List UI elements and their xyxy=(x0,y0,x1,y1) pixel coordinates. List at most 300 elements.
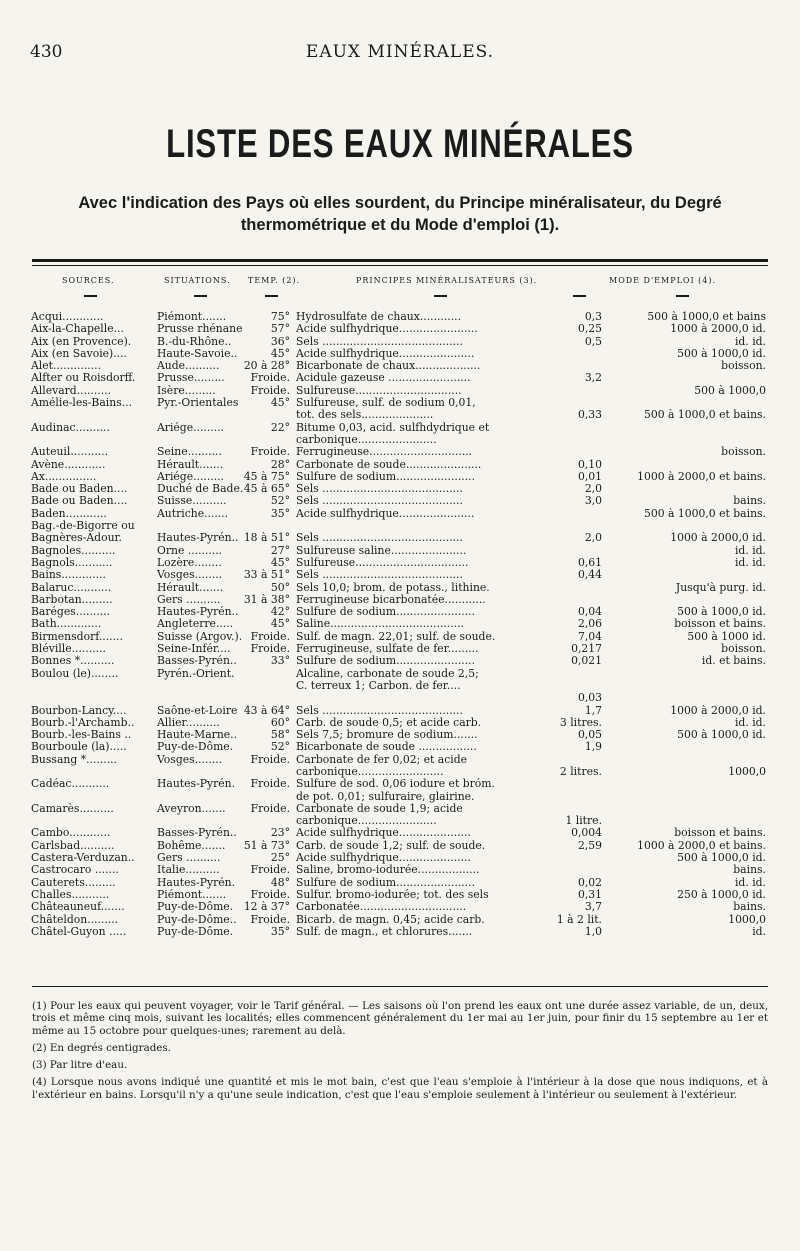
cell-mode: 500 à 1000,0 id. xyxy=(677,729,766,742)
column-headers xyxy=(0,276,800,292)
header-temp: TEMP. (2). xyxy=(248,276,301,285)
cell-temperature: 45° xyxy=(270,347,290,360)
cell-temperature: 22° xyxy=(270,421,290,434)
cell-temperature: 35° xyxy=(270,507,290,520)
cell-principle: Sulfure de sodium....................... xyxy=(296,655,476,668)
cell-source: Bagnoles.......... xyxy=(31,544,116,557)
cell-temperature: Froide. xyxy=(250,372,290,385)
cell-quantity: 7,04 xyxy=(577,630,602,643)
cell-mode: 500 à 1000,0 id. xyxy=(677,852,766,865)
cell-quantity: 0,33 xyxy=(577,409,602,422)
cell-temperature: 25° xyxy=(270,852,290,865)
cell-temperature: Froide. xyxy=(250,778,290,791)
cell-mode: 500 à 1000,0 et bains. xyxy=(643,409,766,422)
cell-principle: Carbonate de soude...................... xyxy=(296,458,482,471)
cell-temperature: 48° xyxy=(270,876,290,889)
cell-principle: Saline....................................... xyxy=(296,618,464,631)
cell-principle: de pot. 0,01; sulfuraire, glairine. xyxy=(296,790,475,803)
table-row xyxy=(0,483,800,495)
cell-temperature: 20 à 28° xyxy=(243,360,290,373)
cell-quantity: 2,59 xyxy=(577,839,602,852)
cell-source: Bains............. xyxy=(31,569,106,582)
cell-situation: Pyrén.-Orient. xyxy=(157,667,235,680)
cell-quantity: 0,3 xyxy=(584,311,602,323)
cell-situation: Hautes-Pyrén.. xyxy=(157,606,239,619)
cell-situation: Hautes-Pyrén. xyxy=(157,876,236,889)
cell-source: Bath............. xyxy=(31,618,102,631)
cell-situation: Saône-et-Loire xyxy=(157,704,238,717)
bottom-rule xyxy=(32,986,768,987)
table-row xyxy=(0,557,800,569)
cell-mode: boisson. xyxy=(721,360,766,373)
cell-principle: carbonique....................... xyxy=(296,433,437,446)
cell-situation: Aude.......... xyxy=(157,360,220,373)
dash-mode xyxy=(676,295,689,297)
cell-situation: Haute-Savoie.. xyxy=(157,347,238,360)
cell-mode: id. et bains. xyxy=(701,655,766,668)
cell-temperature: Froide. xyxy=(250,630,290,643)
cell-temperature: Froide. xyxy=(250,802,290,815)
cell-mode: 250 à 1000,0 id. xyxy=(677,888,766,901)
cell-quantity: 2,0 xyxy=(584,532,602,545)
cell-quantity: 0,03 xyxy=(577,692,602,705)
table-row xyxy=(0,766,800,778)
cell-source: Cauterets......... xyxy=(31,876,116,889)
cell-situation: Aveyron....... xyxy=(157,802,226,815)
cell-principle: Sulfure de sodium....................... xyxy=(296,470,476,483)
table-row xyxy=(0,323,800,335)
cell-source: Bourb.-l'Archamb.. xyxy=(31,716,135,729)
cell-source: Bag.-de-Bigorre ou xyxy=(31,520,135,533)
cell-mode: 1000 à 2000,0 et bains. xyxy=(637,470,766,483)
cell-source: Bourb.-les-Bains .. xyxy=(31,729,132,742)
cell-quantity: 0,05 xyxy=(577,729,602,742)
cell-temperature: 60° xyxy=(270,716,290,729)
cell-situation: Gers .......... xyxy=(157,852,221,865)
table-row xyxy=(0,741,800,753)
cell-mode: 500 à 1000,0 id. xyxy=(677,606,766,619)
cell-mode: id. id. xyxy=(734,335,766,348)
cell-principle: Carb. de soude 1,2; sulf. de soude. xyxy=(296,839,486,852)
cell-source: Barbotan......... xyxy=(31,593,113,606)
cell-principle: Sulfureuse saline...................... xyxy=(296,544,467,557)
cell-principle: Carbonate de fer 0,02; et acide xyxy=(296,753,468,766)
table-row xyxy=(0,827,800,839)
cell-mode: 500 à 1000 id. xyxy=(687,630,766,643)
header-situations: SITUATIONS. xyxy=(164,276,231,285)
cell-situation: Puy-de-Dôme.. xyxy=(157,913,237,926)
cell-temperature: 31 à 38° xyxy=(243,593,290,606)
cell-temperature: Froide. xyxy=(250,913,290,926)
cell-temperature: 42° xyxy=(270,606,290,619)
cell-quantity: 1,9 xyxy=(584,741,602,754)
cell-situation: Vosges........ xyxy=(157,753,223,766)
cell-principle: Bicarbonate de chaux................... xyxy=(296,360,481,373)
cell-mode: 1000 à 2000,0 et bains. xyxy=(637,839,766,852)
cell-quantity: 3 litres. xyxy=(559,716,602,729)
cell-mode: 1000,0 xyxy=(728,765,766,778)
cell-quantity: 3,7 xyxy=(584,901,602,914)
cell-quantity: 1,0 xyxy=(584,925,602,938)
cell-temperature: 50° xyxy=(270,581,290,594)
cell-situation: B.-du-Rhône.. xyxy=(157,335,232,348)
table-row xyxy=(0,520,800,532)
cell-principle: Sels ......................................... xyxy=(296,335,463,348)
table-row xyxy=(0,840,800,852)
table-row xyxy=(0,348,800,360)
cell-principle: Sulf. de magn., et chlorures....... xyxy=(296,925,473,938)
cell-source: Castrocaro ....... xyxy=(31,864,119,877)
cell-principle: Acide sulfhydrique..................... xyxy=(296,852,471,865)
cell-principle: Sels 10,0; brom. de potass., lithine. xyxy=(296,581,490,594)
cell-source: Amélie-les-Bains... xyxy=(31,397,133,410)
cell-situation: Piémont....... xyxy=(157,888,227,901)
cell-mode: 1000,0 xyxy=(728,913,766,926)
cell-temperature: 45 à 75° xyxy=(243,470,290,483)
cell-quantity: 1,7 xyxy=(584,704,602,717)
cell-temperature: 45° xyxy=(270,397,290,410)
cell-principle: Sels 7,5; bromure de sodium....... xyxy=(296,729,478,742)
dash-sources xyxy=(84,295,97,297)
table-row xyxy=(0,778,800,790)
cell-mode: 1000 à 2000,0 id. xyxy=(670,704,766,717)
cell-principle: Acidule gazeuse ........................ xyxy=(296,372,471,385)
table-row xyxy=(0,409,800,421)
cell-source: Aix (en Provence). xyxy=(31,335,132,348)
cell-source: Cambo............ xyxy=(31,827,111,840)
cell-quantity: 0,02 xyxy=(577,876,602,889)
top-rule-thin xyxy=(32,265,768,266)
cell-situation: Orne .......... xyxy=(157,544,223,557)
cell-temperature: 45 à 65° xyxy=(243,483,290,496)
header-mode: MODE D'EMPLOI (4). xyxy=(609,276,717,285)
cell-situation: Seine-Infér.... xyxy=(157,643,231,656)
table-row xyxy=(0,803,800,815)
cell-principle: Carbonatée............................... xyxy=(296,901,467,914)
dash-quantity xyxy=(573,295,586,297)
cell-mode: 500 à 1000,0 id. xyxy=(677,347,766,360)
cell-situation: Italie.......... xyxy=(157,864,220,877)
cell-source: Cadéac........... xyxy=(31,778,110,791)
cell-principle: Ferrugineuse, sulfate de fer......... xyxy=(296,643,479,656)
cell-principle: Sels ......................................... xyxy=(296,569,463,582)
cell-quantity: 0,217 xyxy=(571,643,602,656)
cell-temperature: Froide. xyxy=(250,888,290,901)
table-row xyxy=(0,852,800,864)
cell-principle: C. terreux 1; Carbon. de fer.... xyxy=(296,679,461,692)
cell-quantity: 2,0 xyxy=(584,483,602,496)
header-principes: PRINCIPES MINÉRALISATEURS (3). xyxy=(356,276,538,285)
cell-quantity: 0,5 xyxy=(584,335,602,348)
table-row xyxy=(0,471,800,483)
cell-situation: Prusse rhénane xyxy=(157,323,243,336)
cell-mode: id. id. xyxy=(734,716,766,729)
cell-quantity: 0,04 xyxy=(577,606,602,619)
cell-quantity: 0,44 xyxy=(577,569,602,582)
cell-situation: Piémont....... xyxy=(157,311,227,323)
cell-source: Challes........... xyxy=(31,888,110,901)
cell-situation: Hérault....... xyxy=(157,458,224,471)
table-row xyxy=(0,754,800,766)
cell-principle: Sulfureuse................................. xyxy=(296,556,469,569)
table-row xyxy=(0,791,800,803)
cell-situation: Puy-de-Dôme. xyxy=(157,925,234,938)
cell-quantity: 1 litre. xyxy=(565,815,602,828)
cell-mode: bains. xyxy=(733,901,766,914)
table-row xyxy=(0,495,800,507)
cell-situation: Bohême....... xyxy=(157,839,226,852)
cell-source: Bagnols........... xyxy=(31,556,113,569)
cell-mode: bains. xyxy=(733,495,766,508)
cell-source: Ax............... xyxy=(31,470,97,483)
cell-principle: tot. des sels..................... xyxy=(296,409,434,422)
cell-principle: Sels ......................................... xyxy=(296,704,463,717)
cell-temperature: 51 à 73° xyxy=(243,839,290,852)
cell-situation: Pyr.-Orientales xyxy=(157,397,239,410)
cell-source: Castera-Verduzan.. xyxy=(31,852,135,865)
cell-source: Bléville.......... xyxy=(31,643,106,656)
cell-temperature: 18 à 51° xyxy=(243,532,290,545)
footnote-2: (2) En degrés centigrades. xyxy=(32,1041,171,1054)
cell-quantity: 0,31 xyxy=(577,888,602,901)
cell-source: Aix-la-Chapelle... xyxy=(31,323,124,336)
cell-situation: Lozère........ xyxy=(157,556,222,569)
cell-situation: Duché de Bade. xyxy=(157,483,244,496)
cell-temperature: 33° xyxy=(270,655,290,668)
cell-principle: Acide sulfhydrique...................... xyxy=(296,347,475,360)
cell-principle: Sulfure de sodium....................... xyxy=(296,876,476,889)
table-row xyxy=(0,311,800,323)
cell-temperature: 45° xyxy=(270,556,290,569)
cell-mode: 500 à 1000,0 xyxy=(694,384,766,397)
cell-temperature: 52° xyxy=(270,495,290,508)
cell-quantity: 0,021 xyxy=(571,655,602,668)
cell-mode: boisson. xyxy=(721,446,766,459)
cell-quantity: 0,10 xyxy=(577,458,602,471)
cell-temperature: 23° xyxy=(270,827,290,840)
cell-situation: Gers .......... xyxy=(157,593,221,606)
cell-mode: boisson et bains. xyxy=(674,827,766,840)
table-row xyxy=(0,643,800,655)
cell-source: Bourboule (la)..... xyxy=(31,741,127,754)
table-row xyxy=(0,336,800,348)
table-row xyxy=(0,606,800,618)
cell-source: Baden............ xyxy=(31,507,107,520)
cell-mode: bains. xyxy=(733,864,766,877)
table-row xyxy=(0,569,800,581)
table-row xyxy=(0,655,800,667)
cell-situation: Angleterre..... xyxy=(157,618,234,631)
cell-situation: Allier.......... xyxy=(157,716,220,729)
cell-situation: Hérault....... xyxy=(157,581,224,594)
table-row xyxy=(0,901,800,913)
cell-temperature: 75° xyxy=(270,311,290,323)
cell-source: Bussang *......... xyxy=(31,753,117,766)
cell-principle: Sulfur. bromo-iodurée; tot. des sels xyxy=(296,888,489,901)
dash-situations xyxy=(194,295,207,297)
table-row xyxy=(0,889,800,901)
table-row xyxy=(0,926,800,938)
cell-situation: Prusse......... xyxy=(157,372,225,385)
cell-mode: Jusqu'à purg. id. xyxy=(675,581,766,594)
page-title: LISTE DES EAUX MINÉRALES xyxy=(166,122,634,166)
cell-principle: Sulfure de sodium....................... xyxy=(296,606,476,619)
cell-source: Baréges.......... xyxy=(31,606,111,619)
cell-principle: Ferrugineuse bicarbonatée............ xyxy=(296,593,486,606)
cell-temperature: 28° xyxy=(270,458,290,471)
cell-source: Audinac.......... xyxy=(31,421,110,434)
cell-mode: id. id. xyxy=(734,876,766,889)
cell-situation: Hautes-Pyrén. xyxy=(157,778,236,791)
cell-principle: Carbonate de soude 1,9; acide xyxy=(296,802,463,815)
table-row xyxy=(0,582,800,594)
cell-source: Carlsbad.......... xyxy=(31,839,115,852)
cell-situation: Puy-de-Dôme. xyxy=(157,901,234,914)
mineral-waters-table xyxy=(0,311,800,938)
cell-temperature: Froide. xyxy=(250,384,290,397)
cell-mode: 500 à 1000,0 et bains xyxy=(647,311,766,323)
cell-principle: carbonique......................... xyxy=(296,765,444,778)
cell-temperature: 27° xyxy=(270,544,290,557)
cell-source: Châtel-Guyon ..... xyxy=(31,925,127,938)
cell-mode: id. id. xyxy=(734,544,766,557)
cell-source: Avène............ xyxy=(31,458,106,471)
cell-temperature: Froide. xyxy=(250,753,290,766)
table-row xyxy=(0,594,800,606)
cell-mode: 1000 à 2000,0 id. xyxy=(670,532,766,545)
footnote-3: (3) Par litre d'eau. xyxy=(32,1059,128,1072)
cell-principle: Sulfureuse, sulf. de sodium 0,01, xyxy=(296,397,476,410)
top-rule-thick xyxy=(32,259,768,262)
cell-temperature: 33 à 51° xyxy=(243,569,290,582)
cell-source: Auteuil........... xyxy=(31,446,109,459)
table-row xyxy=(0,434,800,446)
cell-source: Balaruc........... xyxy=(31,581,112,594)
cell-mode: boisson. xyxy=(721,643,766,656)
cell-temperature: Froide. xyxy=(250,643,290,656)
footnotes xyxy=(32,1000,768,1106)
table-row xyxy=(0,508,800,520)
table-row xyxy=(0,631,800,643)
cell-quantity: 3,0 xyxy=(584,495,602,508)
cell-principle: Hydrosulfate de chaux............ xyxy=(296,311,462,323)
cell-source: Birmensdorf....... xyxy=(31,630,123,643)
cell-principle: Sulfureuse............................... xyxy=(296,384,462,397)
cell-situation: Ariége......... xyxy=(157,470,224,483)
cell-quantity: 2 litres. xyxy=(559,765,602,778)
cell-principle: Bitume 0,03, acid. sulfhdydrique et xyxy=(296,421,490,434)
cell-situation: Seine.......... xyxy=(157,446,222,459)
cell-principle: Sulfure de sod. 0,06 iodure et bróm. xyxy=(296,778,495,791)
cell-temperature: Froide. xyxy=(250,864,290,877)
table-row xyxy=(0,705,800,717)
cell-quantity: 3,2 xyxy=(584,372,602,385)
cell-temperature: 58° xyxy=(270,729,290,742)
table-row xyxy=(0,864,800,876)
page-number: 430 xyxy=(30,42,63,62)
cell-quantity: 1 à 2 lit. xyxy=(556,913,602,926)
cell-principle: Acide sulfhydrique...................... xyxy=(296,507,475,520)
cell-principle: Acide sulfhydrique....................... xyxy=(296,323,478,336)
table-row xyxy=(0,618,800,630)
table-row xyxy=(0,668,800,680)
table-row xyxy=(0,446,800,458)
cell-principle: Bicarbonate de soude ................. xyxy=(296,741,477,754)
cell-source: Châteauneuf....... xyxy=(31,901,125,914)
cell-situation: Basses-Pyrén.. xyxy=(157,655,237,668)
table-row xyxy=(0,422,800,434)
table-row xyxy=(0,372,800,384)
cell-source: Alet.............. xyxy=(31,360,102,373)
cell-source: Châteldon......... xyxy=(31,913,119,926)
cell-principle: Alcaline, carbonate de soude 2,5; xyxy=(296,667,479,680)
cell-temperature: 12 à 37° xyxy=(243,901,290,914)
cell-quantity: 2,06 xyxy=(577,618,602,631)
cell-temperature: 57° xyxy=(270,323,290,336)
cell-source: Allevard.......... xyxy=(31,384,112,397)
cell-temperature: 52° xyxy=(270,741,290,754)
dash-principes xyxy=(434,295,447,297)
cell-quantity: 0,25 xyxy=(577,323,602,336)
header-dashes xyxy=(0,295,800,299)
running-head: EAUX MINÉRALES. xyxy=(305,42,495,62)
cell-principle: Ferrugineuse.............................. xyxy=(296,446,473,459)
cell-principle: Bicarb. de magn. 0,45; acide carb. xyxy=(296,913,485,926)
cell-situation: Suisse (Argov.). xyxy=(157,630,243,643)
cell-situation: Ariége......... xyxy=(157,421,224,434)
cell-source: Bade ou Baden.... xyxy=(31,495,128,508)
table-row xyxy=(0,680,800,692)
cell-source: Aix (en Savoie).... xyxy=(31,347,127,360)
cell-mode: id. id. xyxy=(734,556,766,569)
cell-source: Alfter ou Roisdorff. xyxy=(31,372,136,385)
cell-situation: Haute-Marne.. xyxy=(157,729,238,742)
header-sources: SOURCES. xyxy=(62,276,115,285)
subtitle: Avec l'indication des Pays où elles sourdent, du Principe minéralisateur, du Degré thermométrique et du Mode d'emploi (1). xyxy=(78,194,722,234)
cell-situation: Basses-Pyrén.. xyxy=(157,827,237,840)
cell-source: Boulou (le)........ xyxy=(31,667,119,680)
cell-situation: Puy-de-Dôme. xyxy=(157,741,234,754)
cell-principle: Sulf. de magn. 22,01; sulf. de soude. xyxy=(296,630,496,643)
table-row xyxy=(0,545,800,557)
cell-situation: Vosges........ xyxy=(157,569,223,582)
cell-situation: Suisse.......... xyxy=(157,495,227,508)
table-row xyxy=(0,815,800,827)
cell-principle: Acide sulfhydrique..................... xyxy=(296,827,471,840)
table-row xyxy=(0,717,800,729)
table-row xyxy=(0,692,800,704)
dash-temp xyxy=(265,295,278,297)
cell-situation: Autriche....... xyxy=(157,507,229,520)
cell-temperature: 35° xyxy=(270,925,290,938)
cell-mode: boisson et bains. xyxy=(674,618,766,631)
cell-situation: Hautes-Pyrén.. xyxy=(157,532,239,545)
cell-temperature: Froide. xyxy=(250,446,290,459)
cell-mode: 1000 à 2000,0 id. xyxy=(670,323,766,336)
cell-principle: carbonique....................... xyxy=(296,815,437,828)
cell-quantity: 0,01 xyxy=(577,470,602,483)
cell-source: Bonnes *.......... xyxy=(31,655,115,668)
cell-principle: Sels ......................................... xyxy=(296,495,463,508)
table-row xyxy=(0,360,800,372)
cell-source: Acqui............ xyxy=(31,311,104,323)
cell-mode: 500 à 1000,0 et bains. xyxy=(643,507,766,520)
table-row xyxy=(0,532,800,544)
table-row xyxy=(0,397,800,409)
cell-source: Bourbon-Lancy.... xyxy=(31,704,127,717)
footnote-1: (1) Pour les eaux qui peuvent voyager, voir le Tarif général. — Les saisons où l'on prend les eaux ont une durée assez variable, de un, deux, trois et même cinq mois, suivant les localités; elles commencent généralement du 1er mai au 1er juin, pour finir du 15 septembre au 1er et même au 15 octobre pour quelques-unes; rarement au delà. xyxy=(32,1000,768,1037)
footnote-4: (4) Lorsque nous avons indiqué une quantité et mis le mot bain, c'est que l'eau s'emploie à l'intérieur à la dose que nous indiquons, et à l'extérieur en bains. Lorsqu'il n'y a qu'une seule indication, c'est que l'eau s'emploie seulement à l'intérieur ou seulement à l'extérieur. xyxy=(32,1076,768,1101)
